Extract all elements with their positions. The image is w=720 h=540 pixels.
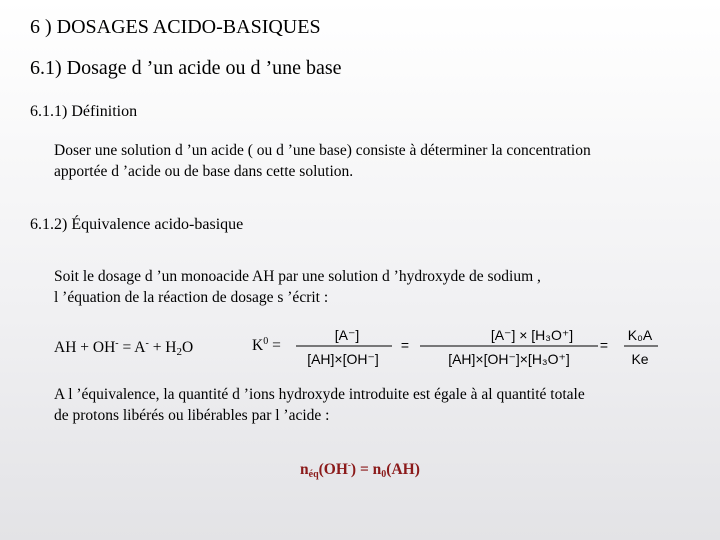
reaction-o: O <box>182 339 194 356</box>
definition-heading: 6.1.1) Définition <box>30 103 138 120</box>
equals-2: = <box>599 337 609 353</box>
fraction-1-denominator: [AH]×[OH⁻] <box>307 351 379 367</box>
equivalence-line-4: de protons libérés ou libérables par l ’acide : <box>54 407 330 424</box>
page-title: 6 ) DOSAGES ACIDO-BASIQUES <box>30 16 321 38</box>
fraction-1-numerator: [A⁻] <box>334 327 360 343</box>
fraction-3-denominator: Ke <box>631 351 649 367</box>
reaction-lhs: AH + OH <box>54 339 116 356</box>
k0-k: K <box>252 337 264 354</box>
reaction-mid: = A <box>118 339 146 356</box>
final-mid: ) = n <box>350 461 382 478</box>
final-n: n <box>300 461 309 478</box>
equivalence-line-2: l ’équation de la réaction de dosage s ’écrit : <box>54 289 329 306</box>
final-end: (AH) <box>386 461 420 478</box>
k0-eq: = <box>268 337 281 354</box>
fraction-3-numerator: K₀A <box>627 327 653 343</box>
equals-1: = <box>400 337 410 353</box>
fraction-2-denominator: [AH]×[OH⁻]×[H₃O⁺] <box>448 351 570 367</box>
final-zero: 0 <box>381 469 387 480</box>
reaction-minus-1: - <box>115 338 119 349</box>
final-oh: (OH <box>318 461 348 478</box>
fraction-2-numerator: [A⁻] × [H₃O⁺] <box>490 327 574 343</box>
equivalence-line-1: Soit le dosage d ’un monoacide AH par une solution d ’hydroxyde de sodium , <box>54 268 541 285</box>
equivalence-line-3: A l ’équivalence, la quantité d ’ions hydroxyde introduite est égale à al quantité totale <box>54 386 585 403</box>
definition-line-2: apportée d ’acide ou de base dans cette solution. <box>54 163 354 180</box>
section-heading: 6.1) Dosage d ’un acide ou d ’une base <box>30 57 342 79</box>
definition-line-1: Doser une solution d ’un acide ( ou d ’une base) consiste à déterminer la concentration <box>54 142 591 159</box>
reaction-minus-2: - <box>145 338 149 349</box>
k0-zero: 0 <box>263 336 269 347</box>
final-minus: - <box>347 460 351 470</box>
equivalence-heading: 6.1.2) Équivalence acido-basique <box>30 216 244 233</box>
reaction-two: 2 <box>176 346 182 358</box>
final-eq-sub: éq <box>308 469 319 480</box>
equivalence-conclusion <box>54 384 585 426</box>
reaction-plus: + H <box>148 339 177 356</box>
equivalence-relation <box>300 460 420 480</box>
